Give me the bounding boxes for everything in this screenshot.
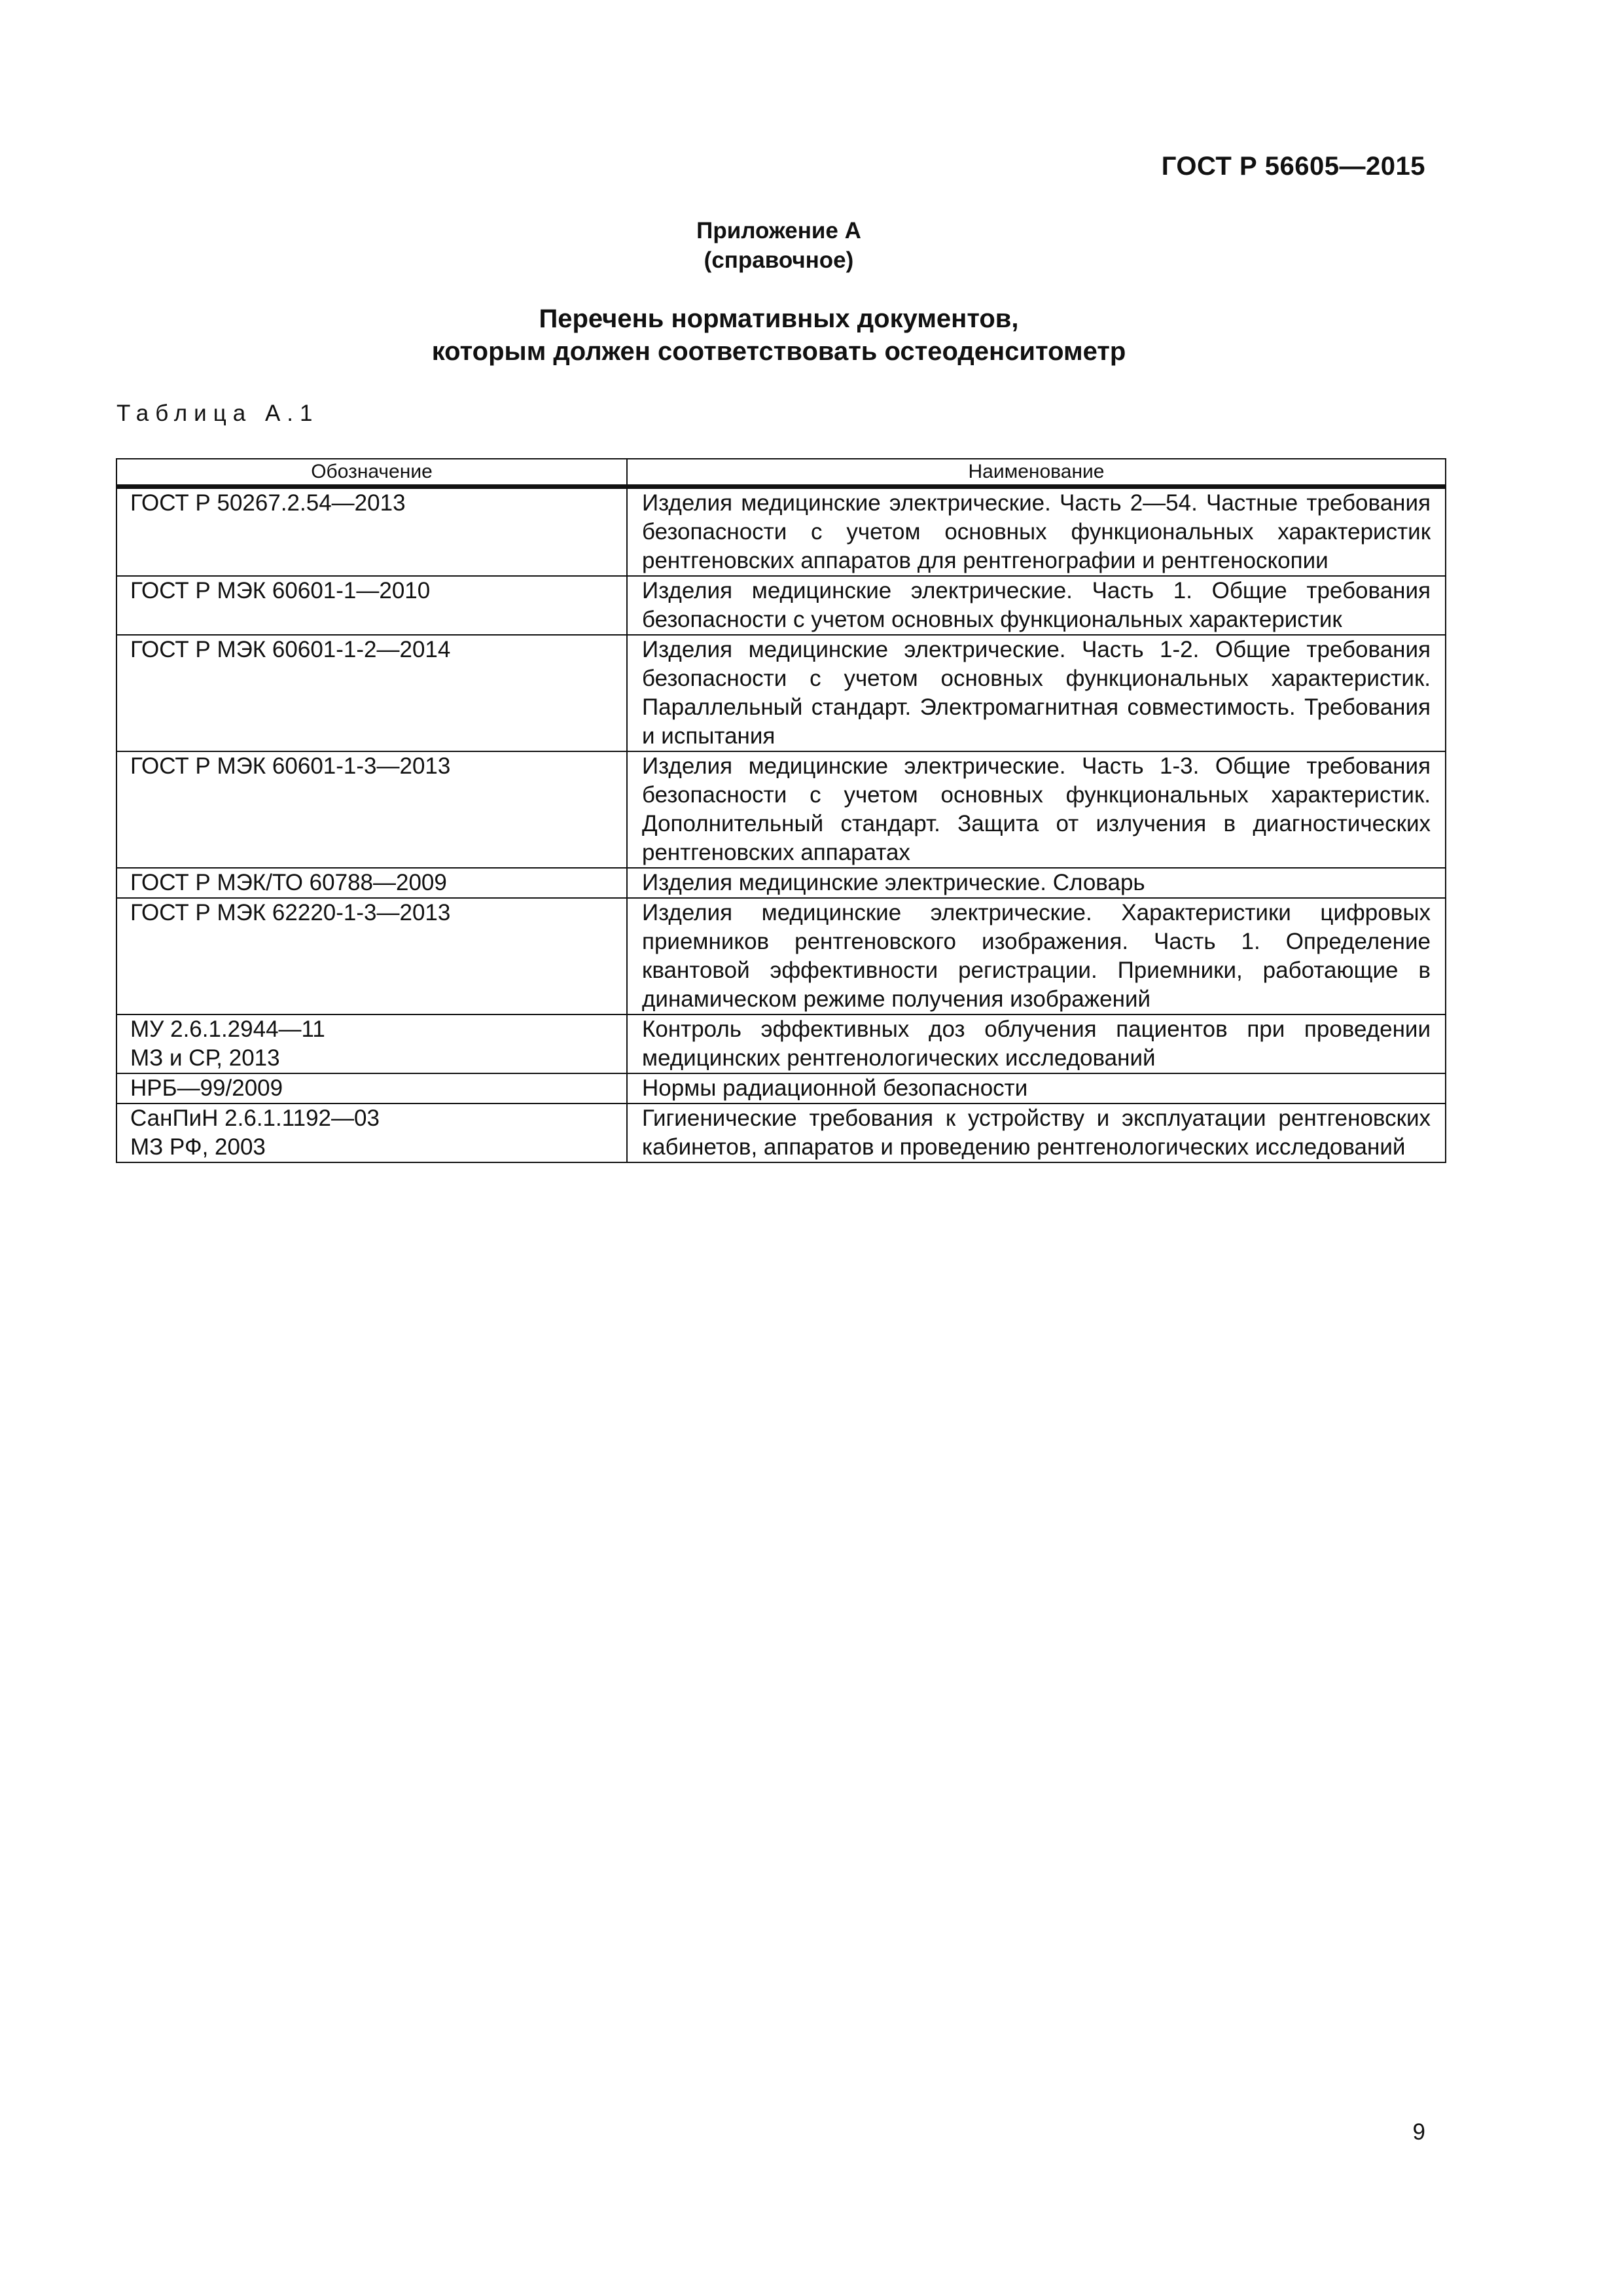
designation-cell [116,868,627,898]
name-cell: Изделия медицинские электрические. Характеристики цифровых приемников рентгеновского изображения. Часть 1. Определение квантовой эффективности регистрации. Приемники, работающие в динамическом режиме получения изображений [627,898,1446,1014]
designation-cell [116,487,627,577]
designation-cell [116,1073,627,1103]
table-row [116,868,1446,898]
name-cell: Нормы радиационной безопасности [627,1073,1446,1103]
table-row [116,635,1446,751]
designation-issuer: МЗ РФ, 2003 [130,1134,266,1160]
appendix-type: (справочное) [704,247,854,273]
table-row [116,751,1446,868]
table-row [116,576,1446,635]
designation-text: ГОСТ Р МЭК 62220-1-3—2013 [130,900,451,925]
designation-cell [116,898,627,1014]
table-row [116,1103,1446,1162]
document-title-line-1: Перечень нормативных документов, [539,304,1019,333]
column-header-name: Наименование [627,459,1446,487]
designation-cell [116,635,627,751]
designation-text: ГОСТ Р МЭК 60601-1—2010 [130,578,431,603]
designation-issuer: МЗ и СР, 2013 [130,1045,280,1071]
name-cell: Изделия медицинские электрические. Словарь [627,868,1446,898]
designation-text: ГОСТ Р 50267.2.54—2013 [130,490,406,516]
document-code: ГОСТ Р 56605—2015 [1161,152,1425,181]
page-number: 9 [1412,2119,1425,2145]
name-cell: Гигиенические требования к устройству и эксплуатации рентгеновских кабинетов, аппаратов и проведению рентгенологических исследований [627,1103,1446,1162]
name-cell: Изделия медицинские электрические. Часть 1. Общие требования безопасности с учетом основных функциональных характеристик [627,576,1446,635]
name-cell: Изделия медицинские электрические. Часть 1-3. Общие требования безопасности с учетом основных функциональных характеристик. Дополнительный стандарт. Защита от излучения в диагностических рентгеновских аппаратах [627,751,1446,868]
document-title [0,302,1558,368]
name-cell: Контроль эффективных доз облучения пациентов при проведении медицинских рентгенологических исследований [627,1014,1446,1073]
table-row [116,1014,1446,1073]
designation-text: ГОСТ Р МЭК/ТО 60788—2009 [130,870,447,895]
designation-cell [116,576,627,635]
column-header-designation: Обозначение [116,459,627,487]
designation-text: НРБ—99/2009 [130,1075,283,1101]
designation-cell [116,1103,627,1162]
appendix-heading [0,216,1558,275]
designation-text: ГОСТ Р МЭК 60601-1-3—2013 [130,753,451,779]
normative-documents-table [116,458,1446,1163]
designation-text: МУ 2.6.1.2944—11 [130,1016,325,1042]
table-row [116,487,1446,577]
table-header-row [116,459,1446,487]
appendix-title: Приложение А [696,218,861,243]
designation-text: СанПиН 2.6.1.1192—03 [130,1105,380,1131]
table-row [116,1073,1446,1103]
designation-cell [116,751,627,868]
table-row [116,898,1446,1014]
document-title-line-2: которым должен соответствовать остеоденситометр [431,337,1126,366]
name-cell: Изделия медицинские электрические. Часть 2—54. Частные требования безопасности с учетом основных функциональных характеристик рентгеновских аппаратов для рентгенографии и рентгеноскопии [627,487,1446,577]
table-caption: Таблица А.1 [116,401,319,426]
designation-text: ГОСТ Р МЭК 60601-1-2—2014 [130,637,451,662]
designation-cell [116,1014,627,1073]
name-cell: Изделия медицинские электрические. Часть 1-2. Общие требования безопасности с учетом основных функциональных характеристик. Параллельный стандарт. Электромагнитная совместимость. Требования и испытания [627,635,1446,751]
